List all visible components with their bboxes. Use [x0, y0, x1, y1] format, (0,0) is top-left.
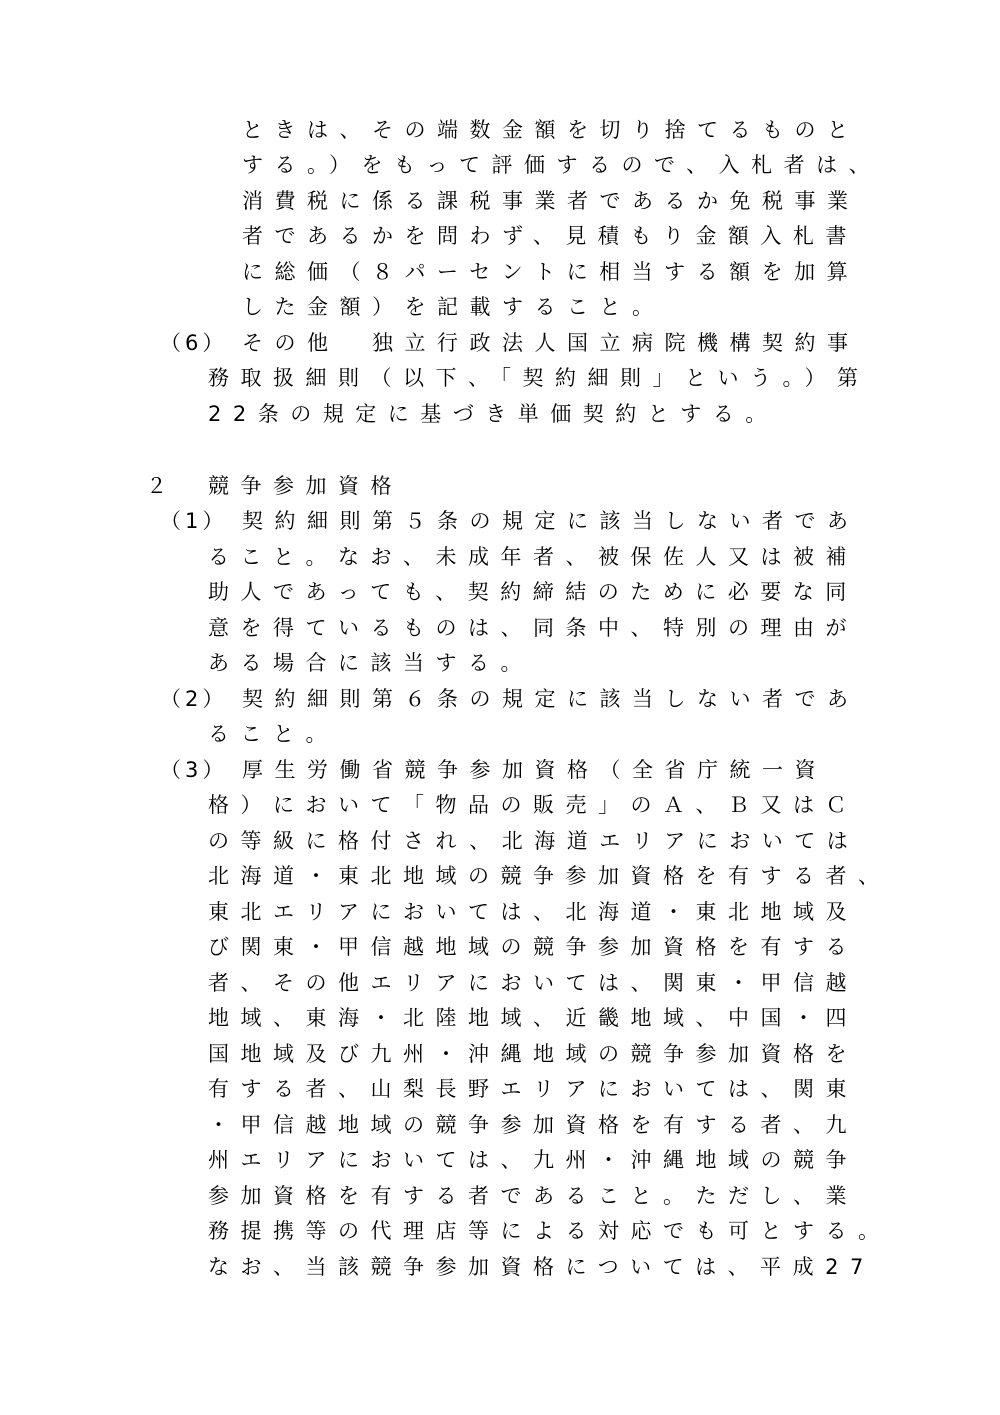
item-marker-6: （6）: [160, 331, 228, 355]
text-line: 地域、東海・北陸地域、近畿地域、中国・四: [208, 1006, 858, 1030]
text-line: ること。: [208, 722, 338, 746]
text-line: 契約細則第６条の規定に該当しない者であ: [242, 687, 860, 711]
text-line: 者であるかを問わず、見積もり金額入札書: [242, 224, 858, 248]
text-line: び関東・甲信越地域の競争参加資格を有する: [208, 935, 858, 959]
text-line: ・甲信越地域の競争参加資格を有する者、九: [208, 1113, 858, 1137]
item-marker-1: （1）: [160, 509, 228, 533]
text-line: ときは、その端数金額を切り捨てるものと: [242, 118, 860, 142]
text-line: 22条の規定に基づき単価契約とする。: [208, 402, 778, 426]
text-line: なお、当該競争参加資格については、平成27: [208, 1255, 875, 1279]
text-line: に総価（８パーセントに相当する額を加算: [242, 260, 860, 284]
text-line: 契約細則第５条の規定に該当しない者であ: [242, 509, 860, 533]
text-line: 務提携等の代理店等による対応でも可とする。: [208, 1219, 891, 1243]
item-marker-3: （3）: [160, 758, 228, 782]
text-line: した金額）を記載すること。: [242, 295, 665, 319]
text-line: ある場合に該当する。: [208, 651, 533, 675]
section-number: ２: [146, 474, 171, 498]
section-title: 競争参加資格: [208, 474, 403, 498]
text-line: の等級に格付され、北海道エリアにおいては: [208, 829, 860, 853]
text-line: 務取扱細則（以下、「契約細則」という。）第: [208, 366, 870, 390]
text-line: その他 独立行政法人国立病院機構契約事: [242, 331, 860, 355]
text-line: 消費税に係る課税事業者であるか免税事業: [242, 189, 860, 213]
text-line: ること。なお、未成年者、被保佐人又は被補: [208, 545, 858, 569]
text-line: する。）をもって評価するので、入札者は、: [242, 153, 882, 177]
text-line: 者、その他エリアにおいては、関東・甲信越: [208, 971, 858, 995]
text-line: 参加資格を有する者であること。ただし、業: [208, 1184, 858, 1208]
text-line: 東北エリアにおいては、北海道・東北地域及: [208, 900, 858, 924]
item-marker-2: （2）: [160, 687, 228, 711]
text-line: 有する者、山梨長野エリアにおいては、関東: [208, 1077, 858, 1101]
text-line: 格）において「物品の販売」のＡ、Ｂ又はＣ: [208, 793, 858, 817]
text-line: 意を得ているものは、同条中、特別の理由が: [208, 616, 858, 640]
text-line: 国地域及び九州・沖縄地域の競争参加資格を: [208, 1042, 858, 1066]
text-line: 厚生労働省競争参加資格（全省庁統一資: [242, 758, 827, 782]
text-line: 州エリアにおいては、九州・沖縄地域の競争: [208, 1148, 858, 1172]
text-line: 北海道・東北地域の競争参加資格を有する者、: [208, 864, 891, 888]
text-line: 助人であっても、契約締結のために必要な同: [208, 580, 858, 604]
